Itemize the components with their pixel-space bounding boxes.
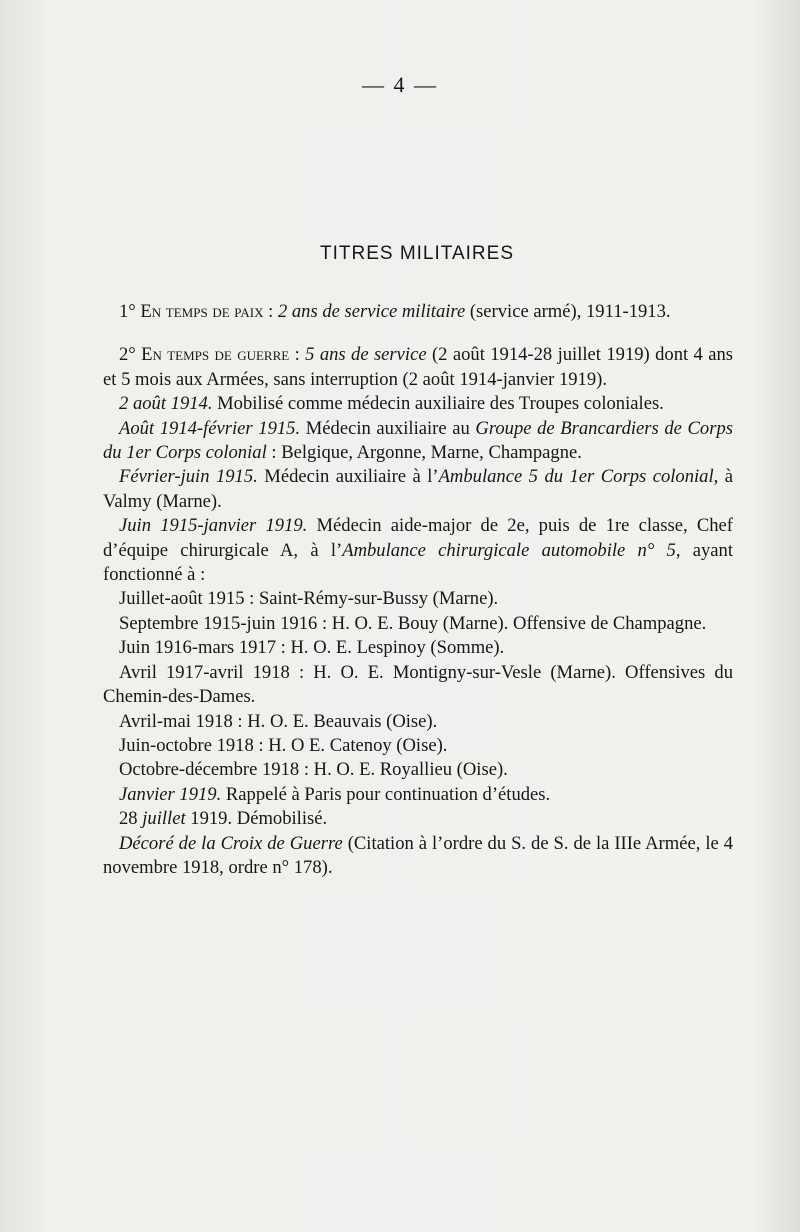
war-rest: (2 août 1914-28 juillet 1919) dont 4 ans et 5 mois aux Armées, sans interruption (2 août 1914-janvier 1919). bbox=[103, 344, 733, 390]
service-entry bbox=[103, 783, 733, 807]
entry-date: 2 août 1914. bbox=[119, 393, 213, 415]
entry-text: Médecin aide-major de 2e, puis de 1re classe, Chef d’équipe chirurgicale A, à l’ bbox=[103, 515, 733, 561]
service-entry bbox=[103, 392, 733, 416]
entry-date: Février-juin 1915. bbox=[119, 466, 258, 488]
posting-line: Juin 1916-mars 1917 : H. O. E. Lespinoy (Somme). bbox=[119, 637, 505, 659]
entry-text: Médecin auxiliaire à l’ bbox=[257, 466, 439, 488]
posting-line: Septembre 1915-juin 1916 : H. O. E. Bouy (Marne). Offensive de Champagne. bbox=[119, 612, 707, 634]
service-entry bbox=[103, 465, 733, 514]
decoration-text: (Citation à l’ordre du S. de S. de la IIIe Armée, le 4 novembre 1918, ordre n° 178). bbox=[103, 832, 733, 878]
peace-service-paragraph bbox=[103, 300, 733, 324]
entry-unit: Ambulance 5 du 1er Corps colonial bbox=[438, 466, 714, 488]
posting-line: Juin-octobre 1918 : H. O E. Catenoy (Oise). bbox=[119, 734, 448, 756]
entry-text: Mobilisé comme médecin auxiliaire des Troupes coloniales. bbox=[212, 393, 664, 415]
entry-text: 1919. Démobilisé. bbox=[185, 808, 328, 830]
war-service-paragraph bbox=[103, 343, 733, 392]
document-body bbox=[103, 300, 733, 880]
entry-unit: Ambulance chirurgicale automobile n° 5 bbox=[342, 539, 676, 561]
war-label: En temps de guerre bbox=[141, 344, 290, 366]
peace-number: 1° bbox=[119, 301, 141, 322]
page-number: — 4 — bbox=[362, 72, 438, 97]
entry-unit: Groupe de Brancardiers de Corps du 1er Corps colonial bbox=[103, 417, 733, 464]
peace-rest: (service armé), 1911-1913. bbox=[465, 301, 671, 322]
service-entry bbox=[103, 514, 733, 587]
entry-date: Janvier 1919. bbox=[119, 783, 222, 805]
war-colon: : bbox=[289, 344, 306, 366]
peace-label: En temps de paix bbox=[140, 301, 264, 322]
posting-line: Octobre-décembre 1918 : H. O. E. Royallieu (Oise). bbox=[119, 759, 508, 781]
decoration-title: Décoré de la Croix de Guerre bbox=[119, 832, 343, 854]
entry-prefix: 28 bbox=[119, 808, 143, 830]
peace-colon: : bbox=[263, 301, 278, 322]
posting-line: Avril 1917-avril 1918 : H. O. E. Montigny-sur-Vesle (Marne). Offensives du Chemin-des-Dames. bbox=[103, 661, 733, 708]
entry-text: Médecin auxiliaire au bbox=[300, 417, 476, 439]
service-entry bbox=[103, 417, 733, 466]
war-number: 2° bbox=[119, 344, 142, 366]
section-title: TITRES MILITAIRES bbox=[319, 243, 514, 264]
entry-date: juillet bbox=[142, 808, 186, 830]
entry-tail: , à Valmy (Marne). bbox=[103, 466, 734, 512]
war-duration: 5 ans de service bbox=[305, 344, 427, 366]
posting-line: Juillet-août 1915 : Saint-Rémy-sur-Bussy (Marne). bbox=[119, 588, 499, 610]
posting-line: Avril-mai 1918 : H. O. E. Beauvais (Oise). bbox=[119, 710, 438, 732]
entry-text: Rappelé à Paris pour continuation d’études. bbox=[221, 783, 551, 805]
decoration-paragraph bbox=[103, 832, 733, 881]
entry-tail: , ayant fonctionné à : bbox=[103, 539, 734, 586]
peace-duration: 2 ans de service militaire bbox=[277, 301, 466, 322]
service-entry bbox=[103, 807, 733, 831]
entry-tail: : Belgique, Argonne, Marne, Champagne. bbox=[266, 442, 582, 464]
entry-date: Août 1914-février 1915. bbox=[119, 417, 301, 439]
entry-date: Juin 1915-janvier 1919. bbox=[119, 515, 308, 537]
